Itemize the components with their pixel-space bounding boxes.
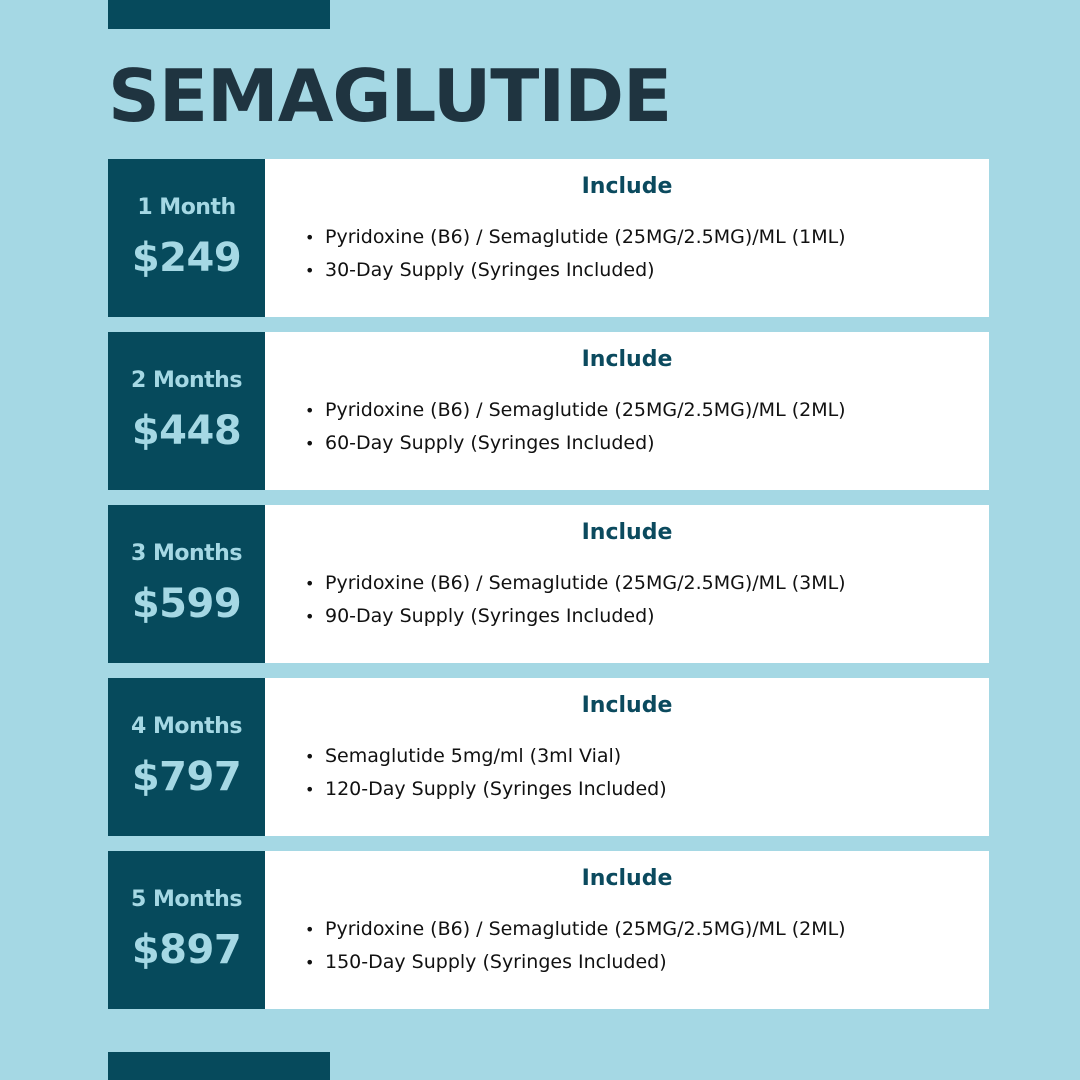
plan-price: $797 <box>131 754 242 800</box>
plan-price: $897 <box>131 927 242 973</box>
item-text: Pyridoxine (B6) / Semaglutide (25MG/2.5MG)/ML (2ML) <box>325 918 846 940</box>
pricing-row-4-months <box>108 678 989 836</box>
list-item <box>305 567 846 600</box>
price-panel <box>108 851 265 1009</box>
item-text: 90-Day Supply (Syringes Included) <box>325 605 655 627</box>
item-text: 60-Day Supply (Syringes Included) <box>325 432 655 454</box>
item-text: 150-Day Supply (Syringes Included) <box>325 951 667 973</box>
price-panel <box>108 332 265 490</box>
bullet-icon: • <box>305 261 315 280</box>
top-accent-bar <box>108 0 330 29</box>
list-item <box>305 394 846 427</box>
list-item <box>305 427 846 460</box>
item-text: Pyridoxine (B6) / Semaglutide (25MG/2.5MG)/ML (1ML) <box>325 226 846 248</box>
list-item <box>305 254 846 287</box>
details-panel <box>265 505 989 663</box>
include-heading: Include <box>581 347 673 372</box>
pricing-list <box>108 159 989 1009</box>
included-items-list <box>303 221 846 287</box>
include-heading: Include <box>581 693 673 718</box>
bottom-accent-bar <box>108 1052 330 1080</box>
list-item <box>305 600 846 633</box>
page-title: SEMAGLUTIDE <box>108 54 672 138</box>
pricing-row-3-months <box>108 505 989 663</box>
plan-duration: 3 Months <box>131 541 242 566</box>
plan-duration: 4 Months <box>131 714 242 739</box>
bullet-icon: • <box>305 747 315 766</box>
bullet-icon: • <box>305 607 315 626</box>
item-text: Pyridoxine (B6) / Semaglutide (25MG/2.5MG)/ML (3ML) <box>325 572 846 594</box>
plan-duration: 2 Months <box>131 368 242 393</box>
plan-price: $599 <box>131 581 242 627</box>
bullet-icon: • <box>305 920 315 939</box>
bullet-icon: • <box>305 574 315 593</box>
price-panel <box>108 678 265 836</box>
included-items-list <box>303 394 846 460</box>
bullet-icon: • <box>305 953 315 972</box>
bullet-icon: • <box>305 780 315 799</box>
included-items-list <box>303 740 667 806</box>
pricing-row-5-months <box>108 851 989 1009</box>
pricing-row-2-months <box>108 332 989 490</box>
included-items-list <box>303 913 846 979</box>
plan-price: $249 <box>131 235 242 281</box>
bullet-icon: • <box>305 228 315 247</box>
pricing-row-1-month <box>108 159 989 317</box>
item-text: Pyridoxine (B6) / Semaglutide (25MG/2.5MG)/ML (2ML) <box>325 399 846 421</box>
list-item <box>305 221 846 254</box>
plan-price: $448 <box>131 408 242 454</box>
details-panel <box>265 678 989 836</box>
details-panel <box>265 851 989 1009</box>
item-text: Semaglutide 5mg/ml (3ml Vial) <box>325 745 622 767</box>
details-panel <box>265 332 989 490</box>
included-items-list <box>303 567 846 633</box>
plan-duration: 5 Months <box>131 887 242 912</box>
price-panel <box>108 505 265 663</box>
details-panel <box>265 159 989 317</box>
bullet-icon: • <box>305 401 315 420</box>
list-item <box>305 946 846 979</box>
item-text: 120-Day Supply (Syringes Included) <box>325 778 667 800</box>
include-heading: Include <box>581 866 673 891</box>
item-text: 30-Day Supply (Syringes Included) <box>325 259 655 281</box>
include-heading: Include <box>581 174 673 199</box>
plan-duration: 1 Month <box>137 195 236 220</box>
bullet-icon: • <box>305 434 315 453</box>
include-heading: Include <box>581 520 673 545</box>
list-item <box>305 913 846 946</box>
list-item <box>305 740 667 773</box>
list-item <box>305 773 667 806</box>
price-panel <box>108 159 265 317</box>
